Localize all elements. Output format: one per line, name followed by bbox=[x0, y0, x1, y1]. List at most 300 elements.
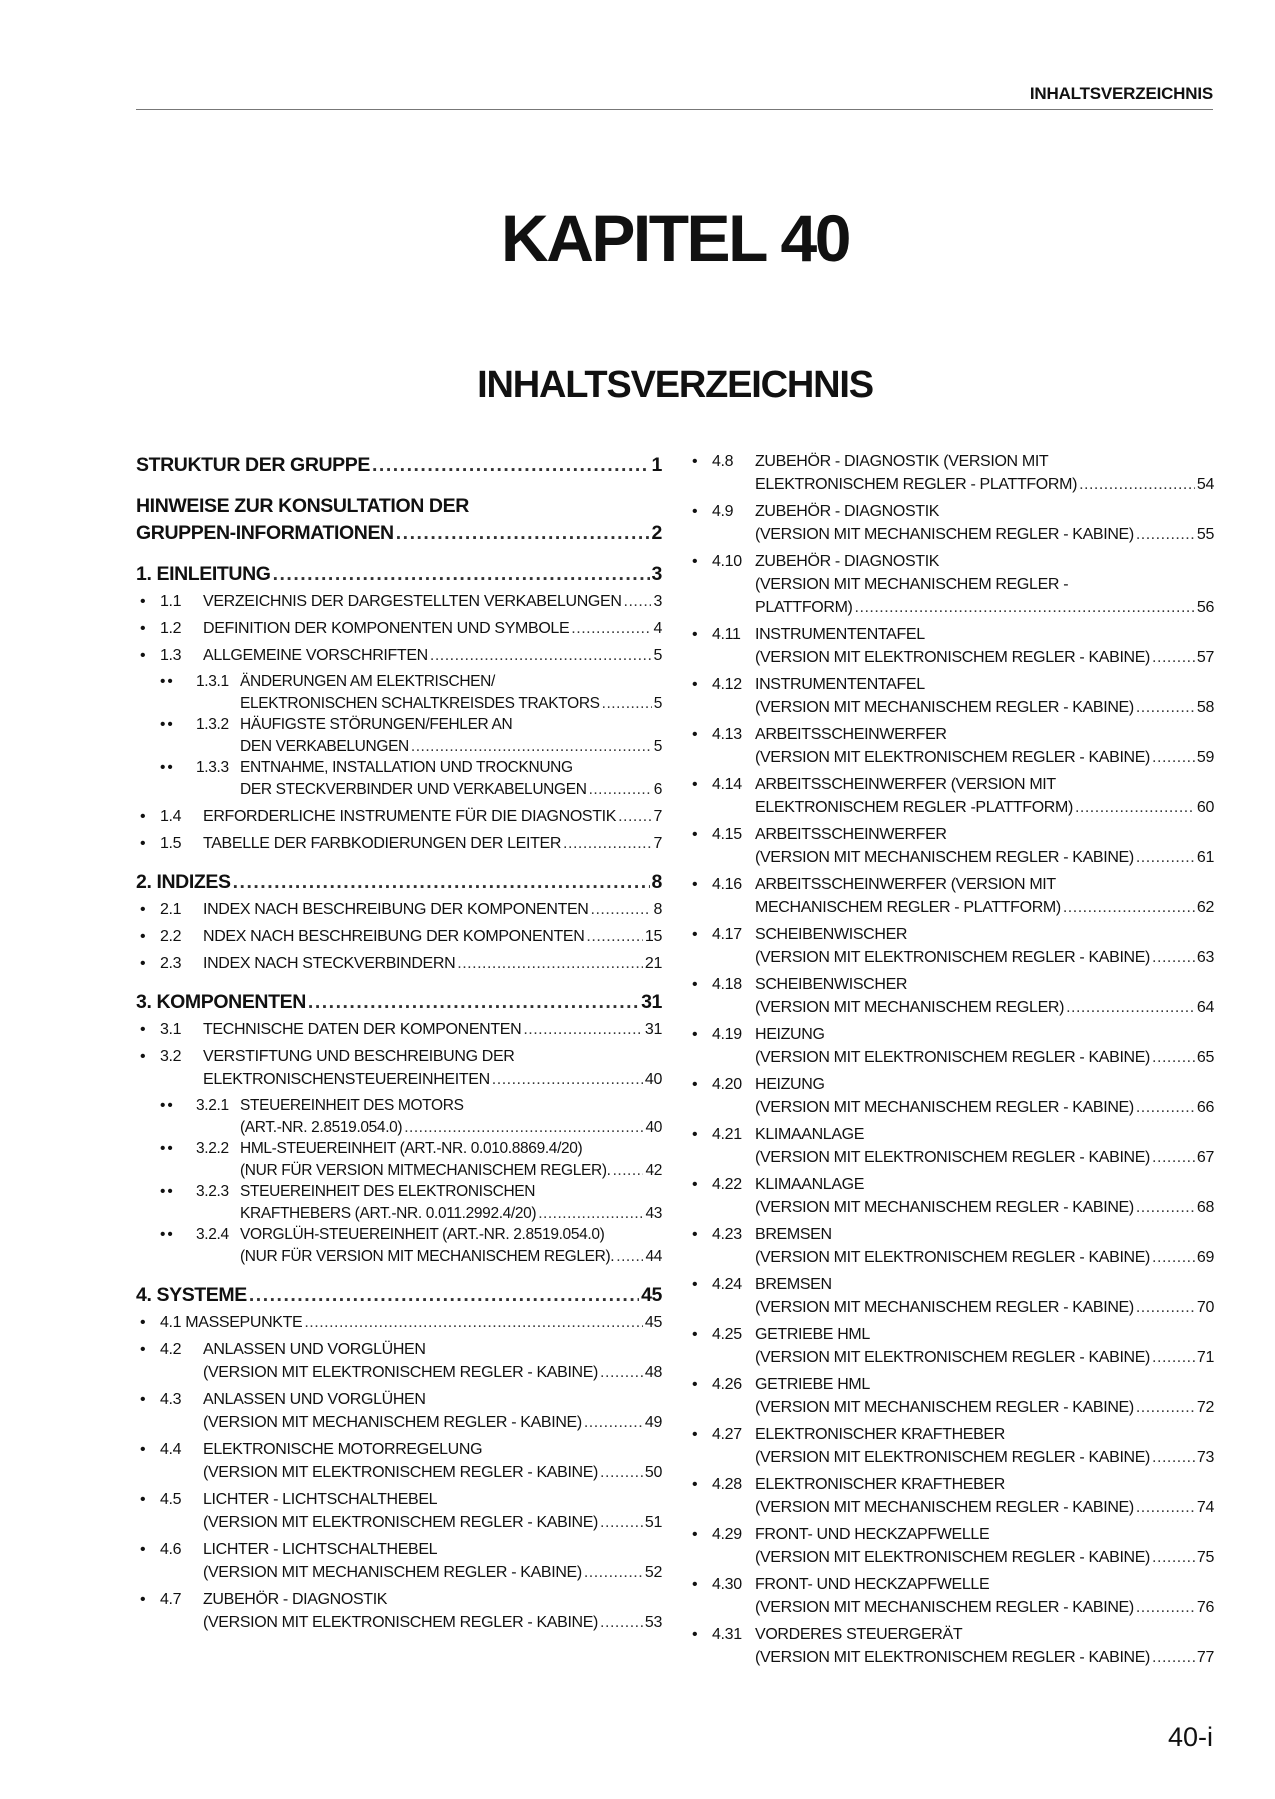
bullet-icon: • bbox=[140, 1491, 146, 1508]
entry-text: 4.1 MASSEPUNKTE bbox=[160, 1314, 303, 1331]
page-ref[interactable]: 64 bbox=[1196, 999, 1214, 1016]
page-ref[interactable]: 8 bbox=[651, 871, 662, 893]
entry-line bbox=[755, 896, 1214, 919]
page-ref[interactable]: 73 bbox=[1196, 1449, 1214, 1466]
entry-line bbox=[755, 996, 1214, 1019]
entry-text: (VERSION MIT ELEKTRONISCHEM REGLER - KABINE) bbox=[755, 749, 1151, 766]
page-ref[interactable]: 75 bbox=[1196, 1549, 1214, 1566]
entry-line bbox=[755, 746, 1214, 769]
entry-text: NDEX NACH BESCHREIBUNG DER KOMPONENTEN bbox=[203, 928, 585, 945]
toc-section-heading[interactable] bbox=[136, 561, 662, 588]
entry-text: KLIMAANLAGE bbox=[755, 1176, 865, 1193]
entry-text: HEIZUNG bbox=[755, 1026, 825, 1043]
entry-text: VERZEICHNIS DER DARGESTELLTEN VERKABELUNGEN bbox=[203, 593, 622, 610]
entry-text: 3. KOMPONENTEN bbox=[136, 991, 306, 1013]
bullet-icon: •• bbox=[160, 673, 175, 690]
bullet-icon: • bbox=[692, 1176, 698, 1193]
bullet-icon: • bbox=[692, 776, 698, 793]
bullet-icon: • bbox=[140, 647, 146, 664]
toc-section-heading[interactable] bbox=[136, 493, 662, 547]
page-ref[interactable]: 67 bbox=[1196, 1149, 1214, 1166]
page-ref[interactable]: 60 bbox=[1196, 799, 1214, 816]
toc-entry[interactable] bbox=[688, 500, 1214, 546]
entry-text: ÄNDERUNGEN AM ELEKTRISCHEN/ bbox=[240, 673, 495, 690]
entry-text: (VERSION MIT MECHANISCHEM REGLER - KABINE) bbox=[755, 1399, 1134, 1416]
entry-text: VORDERES STEUERGERÄT bbox=[755, 1626, 963, 1643]
page-ref[interactable]: 31 bbox=[641, 991, 662, 1013]
entry-number: 3.2.1 bbox=[196, 1097, 229, 1114]
page-ref[interactable]: 68 bbox=[1196, 1199, 1214, 1216]
entry-line bbox=[755, 1496, 1214, 1519]
entry-number: 4.21 bbox=[712, 1126, 742, 1143]
page-ref[interactable]: 50 bbox=[644, 1464, 662, 1481]
toc-entry[interactable] bbox=[136, 1338, 662, 1384]
page-ref[interactable]: 44 bbox=[645, 1248, 662, 1265]
bullet-icon: • bbox=[692, 503, 698, 520]
bullet-icon: •• bbox=[160, 1097, 175, 1114]
entry-line bbox=[755, 1423, 1214, 1446]
entry-line bbox=[755, 1073, 1214, 1096]
page-ref[interactable]: 48 bbox=[644, 1364, 662, 1381]
page-ref[interactable]: 54 bbox=[1196, 476, 1214, 493]
entry-line bbox=[203, 1488, 662, 1511]
entry-number: 4.19 bbox=[712, 1026, 742, 1043]
entry-text: SCHEIBENWISCHER bbox=[755, 976, 908, 993]
entry-number: 1.3 bbox=[160, 647, 182, 664]
entry-line bbox=[136, 452, 662, 479]
entry-line bbox=[755, 1023, 1214, 1046]
page-ref[interactable]: 52 bbox=[644, 1564, 662, 1581]
bullet-icon: •• bbox=[160, 1226, 175, 1243]
entry-line bbox=[240, 1095, 662, 1117]
entry-number: 3.2.4 bbox=[196, 1226, 229, 1243]
entry-number: 4.27 bbox=[712, 1426, 742, 1443]
toc-entry[interactable] bbox=[688, 1523, 1214, 1569]
toc-entry[interactable] bbox=[688, 450, 1214, 496]
page-ref[interactable]: 71 bbox=[1196, 1349, 1214, 1366]
entry-text: VORGLÜH-STEUEREINHEIT (ART.-NR. 2.8519.054.0) bbox=[240, 1226, 605, 1243]
entry-line bbox=[755, 623, 1214, 646]
page-ref[interactable]: 40 bbox=[645, 1119, 662, 1136]
toc-entry[interactable] bbox=[688, 1373, 1214, 1419]
entry-text: ALLGEMEINE VORSCHRIFTEN bbox=[203, 647, 428, 664]
entry-text: (NUR FÜR VERSION MITMECHANISCHEM REGLER). bbox=[240, 1162, 611, 1179]
bullet-icon: • bbox=[140, 593, 146, 610]
toc-entry[interactable] bbox=[688, 1123, 1214, 1169]
entry-line bbox=[203, 898, 662, 921]
page-ref[interactable]: 5 bbox=[653, 695, 662, 712]
page-ref[interactable]: 70 bbox=[1196, 1299, 1214, 1316]
toc-entry[interactable] bbox=[688, 873, 1214, 919]
page-ref[interactable]: 5 bbox=[653, 647, 662, 664]
page-ref[interactable]: 31 bbox=[644, 1021, 662, 1038]
dot-leader bbox=[616, 1246, 643, 1268]
toc-entry[interactable] bbox=[136, 617, 662, 640]
bullet-icon: • bbox=[140, 835, 146, 852]
bullet-icon: • bbox=[692, 876, 698, 893]
toc-entry[interactable] bbox=[136, 1311, 662, 1334]
entry-line bbox=[203, 952, 662, 975]
bullet-icon: • bbox=[140, 1341, 146, 1358]
dot-leader bbox=[1152, 1346, 1195, 1369]
toc-section-heading[interactable] bbox=[136, 989, 662, 1016]
page-ref[interactable]: 43 bbox=[645, 1205, 662, 1222]
toc-section-heading[interactable] bbox=[136, 1282, 662, 1309]
page-ref[interactable]: 65 bbox=[1196, 1049, 1214, 1066]
bullet-icon: • bbox=[140, 1048, 146, 1065]
toc-section-heading[interactable] bbox=[136, 452, 662, 479]
toc-entry[interactable] bbox=[136, 1488, 662, 1534]
bullet-icon: • bbox=[140, 955, 146, 972]
dot-leader bbox=[1136, 1396, 1195, 1419]
toc-entry[interactable] bbox=[136, 1224, 662, 1268]
entry-number: 4.24 bbox=[712, 1276, 742, 1293]
entry-text: (VERSION MIT ELEKTRONISCHEM REGLER - KABINE) bbox=[203, 1614, 599, 1631]
entry-number: 1.2 bbox=[160, 620, 182, 637]
toc-entry[interactable] bbox=[688, 673, 1214, 719]
entry-line bbox=[755, 696, 1214, 719]
toc-entry[interactable] bbox=[688, 1473, 1214, 1519]
entry-line bbox=[755, 946, 1214, 969]
page-ref[interactable]: 8 bbox=[653, 901, 662, 918]
entry-line bbox=[203, 1361, 662, 1384]
dot-leader bbox=[1136, 1196, 1195, 1219]
toc-entry[interactable] bbox=[688, 1073, 1214, 1119]
entry-number: 4.16 bbox=[712, 876, 742, 893]
page-ref[interactable]: 7 bbox=[653, 808, 662, 825]
toc-entry[interactable] bbox=[688, 823, 1214, 869]
page-ref[interactable]: 58 bbox=[1196, 699, 1214, 716]
dot-leader bbox=[624, 590, 652, 613]
bullet-icon: • bbox=[692, 926, 698, 943]
dot-leader bbox=[538, 1203, 643, 1225]
entry-line bbox=[240, 1203, 662, 1225]
entry-text: ERFORDERLICHE INSTRUMENTE FÜR DIE DIAGNOSTIK bbox=[203, 808, 617, 825]
entry-line bbox=[136, 1282, 662, 1309]
toc-entry[interactable] bbox=[688, 723, 1214, 769]
entry-text: DER STECKVERBINDER UND VERKABELUNGEN bbox=[240, 781, 587, 798]
dot-leader bbox=[584, 1411, 643, 1434]
dot-leader bbox=[571, 617, 651, 640]
toc-title: INHALTSVERZEICHNIS bbox=[477, 364, 873, 406]
entry-text: (VERSION MIT MECHANISCHEM REGLER - KABINE) bbox=[755, 1499, 1134, 1516]
entry-line bbox=[240, 714, 662, 736]
toc-entry[interactable] bbox=[688, 1223, 1214, 1269]
entry-text: ZUBEHÖR - DIAGNOSTIK bbox=[755, 553, 940, 570]
toc-entry[interactable] bbox=[136, 671, 662, 715]
toc-entry[interactable] bbox=[688, 1023, 1214, 1069]
page-ref[interactable]: 3 bbox=[653, 593, 662, 610]
page-ref[interactable]: 45 bbox=[644, 1314, 662, 1331]
toc-entry[interactable] bbox=[688, 1273, 1214, 1319]
toc-entry[interactable] bbox=[136, 757, 662, 801]
page-ref[interactable]: 7 bbox=[653, 835, 662, 852]
toc-entry[interactable] bbox=[688, 1423, 1214, 1469]
page-ref[interactable]: 4 bbox=[653, 620, 662, 637]
bullet-icon: • bbox=[140, 901, 146, 918]
entry-text: INDEX NACH STECKVERBINDERN bbox=[203, 955, 456, 972]
entry-text: LICHTER - LICHTSCHALTHEBEL bbox=[203, 1541, 438, 1558]
entry-line bbox=[160, 1311, 662, 1334]
page-ref[interactable]: 66 bbox=[1196, 1099, 1214, 1116]
entry-text: ANLASSEN UND VORGLÜHEN bbox=[203, 1341, 426, 1358]
entry-text: (VERSION MIT MECHANISCHEM REGLER - KABINE) bbox=[755, 526, 1134, 543]
entry-line bbox=[203, 1388, 662, 1411]
bullet-icon: • bbox=[692, 1526, 698, 1543]
dot-leader bbox=[233, 869, 650, 896]
entry-text: ZUBEHÖR - DIAGNOSTIK bbox=[755, 503, 940, 520]
page-ref[interactable]: 74 bbox=[1196, 1499, 1214, 1516]
page-ref[interactable]: 69 bbox=[1196, 1249, 1214, 1266]
entry-line bbox=[203, 1511, 662, 1534]
toc-entry[interactable] bbox=[136, 1138, 662, 1182]
toc-entry[interactable] bbox=[688, 1323, 1214, 1369]
entry-text: GETRIEBE HML bbox=[755, 1376, 870, 1393]
toc-entry[interactable] bbox=[136, 644, 662, 667]
page-ref[interactable]: 40 bbox=[644, 1071, 662, 1088]
entry-text: (VERSION MIT MECHANISCHEM REGLER - KABINE) bbox=[755, 1299, 1134, 1316]
dot-leader bbox=[404, 1117, 643, 1139]
bullet-icon: • bbox=[140, 808, 146, 825]
dot-leader bbox=[1136, 1296, 1195, 1319]
toc-entry[interactable] bbox=[136, 952, 662, 975]
entry-line bbox=[203, 1538, 662, 1561]
page-ref[interactable]: 76 bbox=[1196, 1599, 1214, 1616]
entry-text: KRAFTHEBERS (ART.-NR. 0.011.2992.4/20) bbox=[240, 1205, 537, 1222]
entry-text: (VERSION MIT ELEKTRONISCHEM REGLER - KABINE) bbox=[755, 1249, 1151, 1266]
page-ref[interactable]: 21 bbox=[644, 955, 662, 972]
dot-leader bbox=[602, 693, 652, 715]
entry-number: 1.4 bbox=[160, 808, 182, 825]
bullet-icon: • bbox=[692, 1276, 698, 1293]
entry-text: 2. INDIZES bbox=[136, 871, 231, 893]
dot-leader bbox=[1136, 1096, 1195, 1119]
entry-text: (VERSION MIT ELEKTRONISCHEM REGLER - KABINE) bbox=[203, 1364, 599, 1381]
page-ref[interactable]: 72 bbox=[1196, 1399, 1214, 1416]
entry-line bbox=[203, 1068, 662, 1091]
bullet-icon: • bbox=[692, 1326, 698, 1343]
entry-line bbox=[240, 1181, 662, 1203]
entry-text: GETRIEBE HML bbox=[755, 1326, 870, 1343]
toc-entry[interactable] bbox=[136, 1588, 662, 1634]
page-ref[interactable]: 49 bbox=[644, 1414, 662, 1431]
dot-leader bbox=[600, 1511, 643, 1534]
dot-leader bbox=[1152, 946, 1195, 969]
entry-line bbox=[755, 1223, 1214, 1246]
entry-number: 3.2.2 bbox=[196, 1140, 229, 1157]
toc-entry[interactable] bbox=[688, 1573, 1214, 1619]
bullet-icon: • bbox=[140, 928, 146, 945]
entry-number: 4.30 bbox=[712, 1576, 742, 1593]
dot-leader bbox=[563, 832, 651, 855]
page-ref[interactable]: 63 bbox=[1196, 949, 1214, 966]
toc-entry[interactable] bbox=[688, 973, 1214, 1019]
entry-text: KLIMAANLAGE bbox=[755, 1126, 865, 1143]
page-ref[interactable]: 6 bbox=[653, 781, 662, 798]
dot-leader bbox=[396, 520, 650, 547]
entry-line bbox=[755, 1623, 1214, 1646]
page-ref[interactable]: 15 bbox=[644, 928, 662, 945]
entry-line bbox=[755, 723, 1214, 746]
entry-text: (VERSION MIT MECHANISCHEM REGLER) bbox=[755, 999, 1065, 1016]
bullet-icon: •• bbox=[160, 1140, 175, 1157]
dot-leader bbox=[1136, 1496, 1195, 1519]
page-ref[interactable]: 62 bbox=[1196, 899, 1214, 916]
entry-number: 4.20 bbox=[712, 1076, 742, 1093]
entry-number: 4.23 bbox=[712, 1226, 742, 1243]
entry-line bbox=[755, 923, 1214, 946]
page-ref[interactable]: 45 bbox=[641, 1284, 662, 1306]
entry-line bbox=[755, 1396, 1214, 1419]
entry-line bbox=[755, 673, 1214, 696]
page-ref[interactable]: 55 bbox=[1196, 526, 1214, 543]
entry-line bbox=[755, 523, 1214, 546]
entry-line bbox=[203, 1018, 662, 1041]
entry-text: HINWEISE ZUR KONSULTATION DER bbox=[136, 495, 469, 517]
dot-leader bbox=[1063, 896, 1195, 919]
page-ref[interactable]: 61 bbox=[1196, 849, 1214, 866]
entry-text: (VERSION MIT MECHANISCHEM REGLER - KABINE) bbox=[755, 1099, 1134, 1116]
entry-text: HÄUFIGSTE STÖRUNGEN/FEHLER AN bbox=[240, 716, 513, 733]
bullet-icon: • bbox=[692, 626, 698, 643]
toc-entry[interactable] bbox=[688, 923, 1214, 969]
entry-line bbox=[755, 823, 1214, 846]
entry-text: STEUEREINHEIT DES MOTORS bbox=[240, 1097, 464, 1114]
toc-entry[interactable] bbox=[136, 832, 662, 855]
entry-line bbox=[203, 1045, 662, 1068]
dot-leader bbox=[586, 925, 642, 948]
toc-entry[interactable] bbox=[136, 925, 662, 948]
entry-line bbox=[240, 693, 662, 715]
page-ref[interactable]: 59 bbox=[1196, 749, 1214, 766]
entry-text: ARBEITSSCHEINWERFER (VERSION MIT bbox=[755, 876, 1056, 893]
dot-leader bbox=[1079, 473, 1195, 496]
toc-entry[interactable] bbox=[136, 1018, 662, 1041]
entry-line bbox=[755, 1146, 1214, 1169]
page-ref[interactable]: 77 bbox=[1196, 1649, 1214, 1666]
dot-leader bbox=[1136, 523, 1195, 546]
entry-number: 4.15 bbox=[712, 826, 742, 843]
page-ref[interactable]: 42 bbox=[645, 1162, 662, 1179]
entry-line bbox=[240, 1246, 662, 1268]
entry-line bbox=[240, 1138, 662, 1160]
entry-number: 4.8 bbox=[712, 453, 734, 470]
bullet-icon: • bbox=[692, 1376, 698, 1393]
entry-text: ARBEITSSCHEINWERFER (VERSION MIT bbox=[755, 776, 1056, 793]
bullet-icon: • bbox=[692, 1426, 698, 1443]
bullet-icon: • bbox=[140, 620, 146, 637]
entry-text: BREMSEN bbox=[755, 1226, 832, 1243]
entry-number: 2.3 bbox=[160, 955, 182, 972]
entry-number: 1.5 bbox=[160, 835, 182, 852]
page-ref[interactable]: 53 bbox=[644, 1614, 662, 1631]
entry-number: 4.4 bbox=[160, 1441, 182, 1458]
entry-number: 3.2.3 bbox=[196, 1183, 229, 1200]
entry-text: ELEKTRONISCHENSTEUEREINHEITEN bbox=[203, 1071, 490, 1088]
entry-number: 4.6 bbox=[160, 1541, 182, 1558]
page-ref[interactable]: 3 bbox=[651, 563, 662, 585]
toc-entry[interactable] bbox=[136, 898, 662, 921]
toc-entry[interactable] bbox=[136, 590, 662, 613]
toc-entry[interactable] bbox=[136, 1181, 662, 1225]
page-ref[interactable]: 2 bbox=[651, 522, 662, 544]
toc-entry[interactable] bbox=[688, 623, 1214, 669]
toc-entry[interactable] bbox=[136, 1538, 662, 1584]
entry-line bbox=[755, 1373, 1214, 1396]
entry-text: ELEKTRONISCHEN SCHALTKREISDES TRAKTORS bbox=[240, 695, 600, 712]
entry-line bbox=[203, 805, 662, 828]
header-rule bbox=[136, 109, 1213, 110]
entry-number: 4.5 bbox=[160, 1491, 182, 1508]
entry-line bbox=[755, 500, 1214, 523]
page-ref[interactable]: 5 bbox=[653, 738, 662, 755]
toc-entry[interactable] bbox=[136, 1095, 662, 1139]
running-header: INHALTSVERZEICHNIS bbox=[1029, 84, 1213, 103]
entry-line bbox=[136, 520, 662, 547]
toc-entry[interactable] bbox=[136, 1388, 662, 1434]
toc-section-heading[interactable] bbox=[136, 869, 662, 896]
toc-entry[interactable] bbox=[688, 773, 1214, 819]
dot-leader bbox=[1136, 1596, 1195, 1619]
entry-text: STEUEREINHEIT DES ELEKTRONISCHEN bbox=[240, 1183, 536, 1200]
entry-number: 4.14 bbox=[712, 776, 742, 793]
toc-entry[interactable] bbox=[136, 805, 662, 828]
bullet-icon: • bbox=[140, 1541, 146, 1558]
entry-line bbox=[203, 1561, 662, 1584]
entry-text: HML-STEUEREINHEIT (ART.-NR. 0.010.8869.4/20) bbox=[240, 1140, 583, 1157]
dot-leader bbox=[1152, 1046, 1195, 1069]
entry-number: 3.1 bbox=[160, 1021, 182, 1038]
dot-leader bbox=[1152, 646, 1195, 669]
toc-entry[interactable] bbox=[136, 714, 662, 758]
bullet-icon: •• bbox=[160, 1183, 175, 1200]
entry-text: MECHANISCHEM REGLER - PLATTFORM) bbox=[755, 899, 1061, 916]
page-ref[interactable]: 51 bbox=[644, 1514, 662, 1531]
toc-entry[interactable] bbox=[688, 1173, 1214, 1219]
entry-line bbox=[203, 590, 662, 613]
entry-number: 4.3 bbox=[160, 1391, 182, 1408]
entry-line bbox=[203, 617, 662, 640]
entry-line bbox=[755, 973, 1214, 996]
toc-entry[interactable] bbox=[136, 1045, 662, 1091]
entry-number: 4.11 bbox=[712, 626, 741, 643]
page-ref[interactable]: 56 bbox=[1196, 599, 1214, 616]
page-ref[interactable]: 1 bbox=[651, 454, 662, 476]
dot-leader bbox=[584, 1561, 643, 1584]
entry-line bbox=[203, 1411, 662, 1434]
entry-line bbox=[755, 573, 1214, 596]
entry-text: VERSTIFTUNG UND BESCHREIBUNG DER bbox=[203, 1048, 515, 1065]
entry-text: (NUR FÜR VERSION MIT MECHANISCHEM REGLER). bbox=[240, 1248, 615, 1265]
entry-number: 2.2 bbox=[160, 928, 182, 945]
entry-text: ELEKTRONISCHE MOTORREGELUNG bbox=[203, 1441, 483, 1458]
entry-line bbox=[755, 596, 1214, 619]
toc-entry[interactable] bbox=[136, 1438, 662, 1484]
dot-leader bbox=[372, 452, 650, 479]
toc-entry[interactable] bbox=[688, 550, 1214, 619]
toc-entry[interactable] bbox=[688, 1623, 1214, 1669]
entry-text: LICHTER - LICHTSCHALTHEBEL bbox=[203, 1491, 438, 1508]
entry-number: 1.3.2 bbox=[196, 716, 229, 733]
entry-line bbox=[755, 1246, 1214, 1269]
entry-line bbox=[240, 1117, 662, 1139]
entry-line bbox=[755, 1546, 1214, 1569]
entry-text: (VERSION MIT ELEKTRONISCHEM REGLER - KABINE) bbox=[755, 1549, 1151, 1566]
dot-leader bbox=[249, 1282, 639, 1309]
page-ref[interactable]: 57 bbox=[1196, 649, 1214, 666]
dot-leader bbox=[430, 644, 652, 667]
entry-number: 4.12 bbox=[712, 676, 742, 693]
